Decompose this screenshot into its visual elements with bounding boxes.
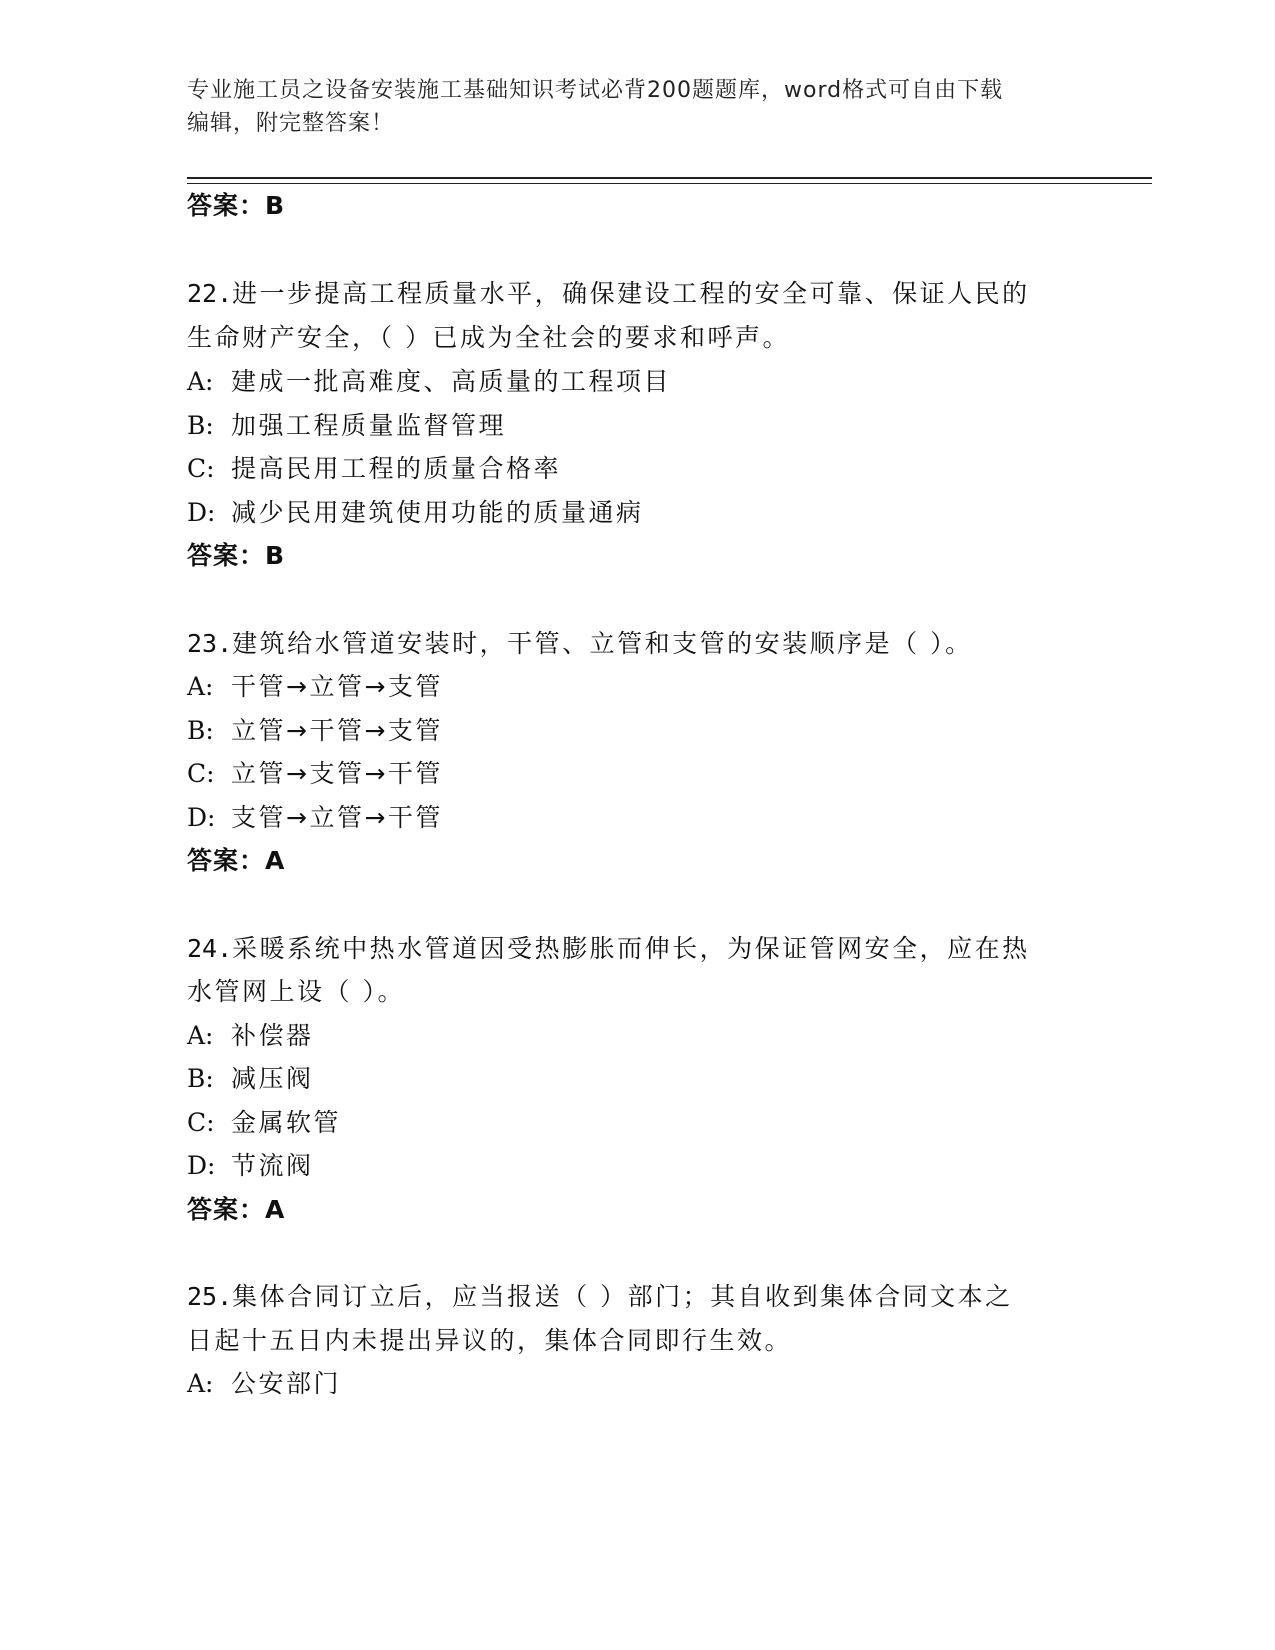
answer-line <box>187 841 285 877</box>
answer-line <box>187 536 285 572</box>
question-number: 22. <box>187 279 233 308</box>
option-letter: A: <box>187 367 214 396</box>
question-stem-continued: 水管网上设（ ）。 <box>187 977 405 1006</box>
option-letter: A: <box>187 672 214 701</box>
question-number: 24. <box>187 934 233 963</box>
option-c <box>187 754 443 790</box>
option-text: 节流阀 <box>231 1151 314 1180</box>
header-divider-thin <box>187 183 1152 184</box>
option-text: 立管→支管→干管 <box>231 759 443 788</box>
question-number: 23. <box>187 629 233 658</box>
option-text: 金属软管 <box>231 1108 342 1137</box>
option-letter: A: <box>187 1021 214 1050</box>
option-a <box>187 1364 341 1400</box>
header-divider <box>187 177 1152 179</box>
question-text: 集体合同订立后，应当报送（ ）部门；其自收到集体合同文本之 <box>232 1282 1013 1311</box>
option-b <box>187 406 506 442</box>
option-text: 立管→干管→支管 <box>231 716 443 745</box>
option-c <box>187 449 561 485</box>
option-letter: C: <box>187 759 215 788</box>
option-letter: C: <box>187 1108 215 1137</box>
answer-value: A <box>265 1195 286 1224</box>
question-stem-continued: 日起十五日内未提出异议的，集体合同即行生效。 <box>187 1326 793 1355</box>
answer-value: B <box>265 541 286 570</box>
question-stem <box>187 929 1030 965</box>
option-d <box>187 798 443 834</box>
question-text: 建筑给水管道安装时，干管、立管和支管的安装顺序是（ ）。 <box>232 629 973 658</box>
option-letter: B: <box>187 716 214 745</box>
option-a <box>187 1016 314 1052</box>
option-letter: C: <box>187 454 215 483</box>
option-letter: D: <box>187 803 216 832</box>
answer-prefix: 答案： <box>187 191 266 220</box>
option-text: 补偿器 <box>231 1021 314 1050</box>
question-stem <box>187 1277 1013 1313</box>
question-stem-continued: 生命财产安全，（ ）已成为全社会的要求和呼声。 <box>187 323 790 352</box>
question-stem <box>187 624 973 660</box>
option-d <box>187 493 644 529</box>
option-b <box>187 1059 314 1095</box>
option-text: 加强工程质量监督管理 <box>231 411 507 440</box>
header-title-line-1: 专业施工员之设备安装施工基础知识考试必背200题题库，word格式可自由下载 <box>187 78 1004 103</box>
option-letter: A: <box>187 1369 214 1398</box>
option-text: 减少民用建筑使用功能的质量通病 <box>231 498 644 527</box>
option-d <box>187 1146 314 1182</box>
answer-line <box>187 186 285 222</box>
option-text: 建成一批高难度、高质量的工程项目 <box>231 367 672 396</box>
question-stem <box>187 274 1030 310</box>
option-a <box>187 362 671 398</box>
option-b <box>187 711 443 747</box>
question-text: 进一步提高工程质量水平，确保建设工程的安全可靠、保证人民的 <box>232 279 1030 308</box>
answer-prefix: 答案： <box>187 846 266 875</box>
option-text: 减压阀 <box>231 1064 314 1093</box>
header-title-line-2: 编辑，附完整答案！ <box>187 111 395 136</box>
option-text: 支管→立管→干管 <box>231 803 443 832</box>
option-letter: B: <box>187 1064 214 1093</box>
document-header <box>187 74 1067 140</box>
option-text: 干管→立管→支管 <box>231 672 443 701</box>
option-text: 公安部门 <box>231 1369 342 1398</box>
option-a <box>187 667 443 703</box>
answer-value: B <box>265 191 286 220</box>
answer-prefix: 答案： <box>187 541 266 570</box>
option-letter: D: <box>187 498 216 527</box>
option-letter: D: <box>187 1151 216 1180</box>
answer-value: A <box>265 846 286 875</box>
question-text: 采暖系统中热水管道因受热膨胀而伸长，为保证管网安全，应在热 <box>232 934 1030 963</box>
answer-line <box>187 1190 285 1226</box>
option-letter: B: <box>187 411 214 440</box>
question-number: 25. <box>187 1282 233 1311</box>
option-text: 提高民用工程的质量合格率 <box>231 454 562 483</box>
answer-prefix: 答案： <box>187 1195 266 1224</box>
option-c <box>187 1103 341 1139</box>
